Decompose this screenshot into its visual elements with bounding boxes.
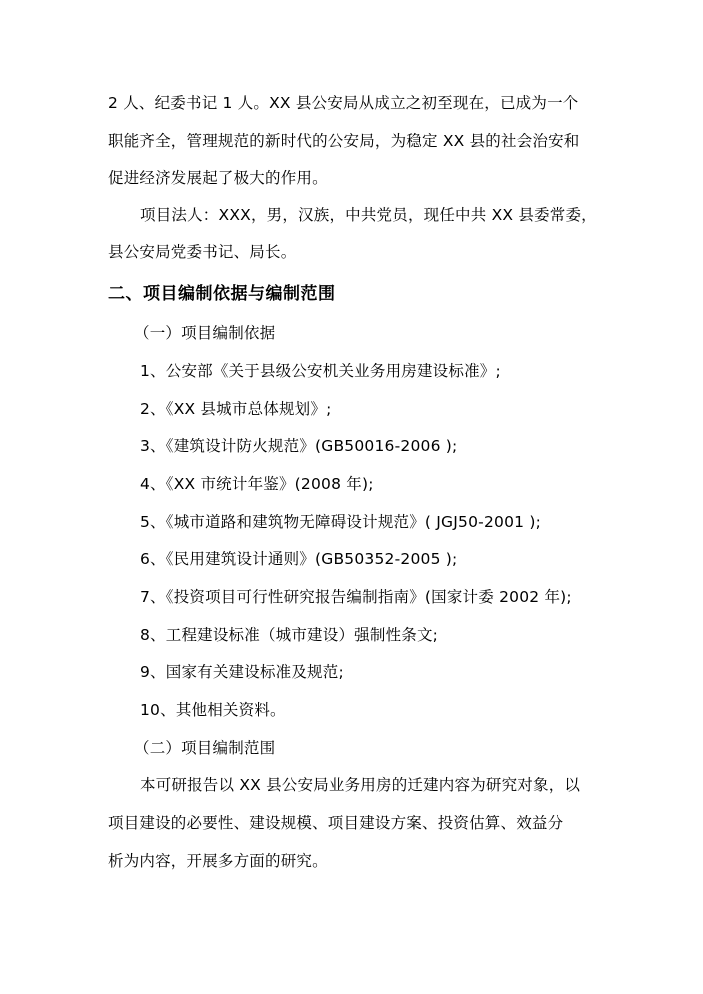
scope-paragraph-line-3: 析为内容，开展多方面的研究。 bbox=[108, 852, 328, 870]
scope-paragraph-line-1: 本可研报告以 XX 县公安局业务用房的迁建内容为研究对象，以 bbox=[140, 776, 581, 794]
basis-item-9: 9、国家有关建设标准及规范; bbox=[140, 663, 344, 681]
subsection-heading-basis: （一）项目编制依据 bbox=[134, 324, 276, 342]
basis-item-6: 6、《民用建筑设计通则》(GB50352-2005 ); bbox=[140, 550, 458, 568]
basis-item-7: 7、《投资项目可行性研究报告编制指南》(国家计委 2002 年); bbox=[140, 588, 572, 606]
paragraph-2-line-1: 项目法人：XXX，男，汉族，中共党员，现任中共 XX 县委常委， bbox=[140, 206, 597, 224]
basis-item-8: 8、工程建设标准（城市建设）强制性条文; bbox=[140, 626, 439, 644]
paragraph-1-line-3: 促进经济发展起了极大的作用。 bbox=[108, 169, 328, 187]
basis-item-10: 10、其他相关资料。 bbox=[140, 701, 286, 719]
scope-paragraph-line-2: 项目建设的必要性、建设规模、项目建设方案、投资估算、效益分 bbox=[108, 814, 564, 832]
paragraph-1-line-1: 2 人、纪委书记 1 人。XX 县公安局从成立之初至现在，已成为一个 bbox=[108, 94, 579, 112]
basis-item-1: 1、公安部《关于县级公安机关业务用房建设标准》; bbox=[140, 362, 501, 380]
section-heading: 二、项目编制依据与编制范围 bbox=[108, 284, 336, 304]
basis-item-3: 3、《建筑设计防火规范》(GB50016-2006 ); bbox=[140, 437, 458, 455]
basis-item-4: 4、《XX 市统计年鉴》(2008 年); bbox=[140, 475, 374, 493]
paragraph-1-line-2: 职能齐全，管理规范的新时代的公安局，为稳定 XX 县的社会治安和 bbox=[108, 132, 580, 150]
basis-item-5: 5、《城市道路和建筑物无障碍设计规范》( JGJ50-2001 ); bbox=[140, 513, 541, 531]
paragraph-2-line-2: 县公安局党委书记、局长。 bbox=[108, 243, 297, 261]
subsection-heading-scope: （二）项目编制范围 bbox=[134, 739, 276, 757]
basis-item-2: 2、《XX 县城市总体规划》; bbox=[140, 400, 332, 418]
